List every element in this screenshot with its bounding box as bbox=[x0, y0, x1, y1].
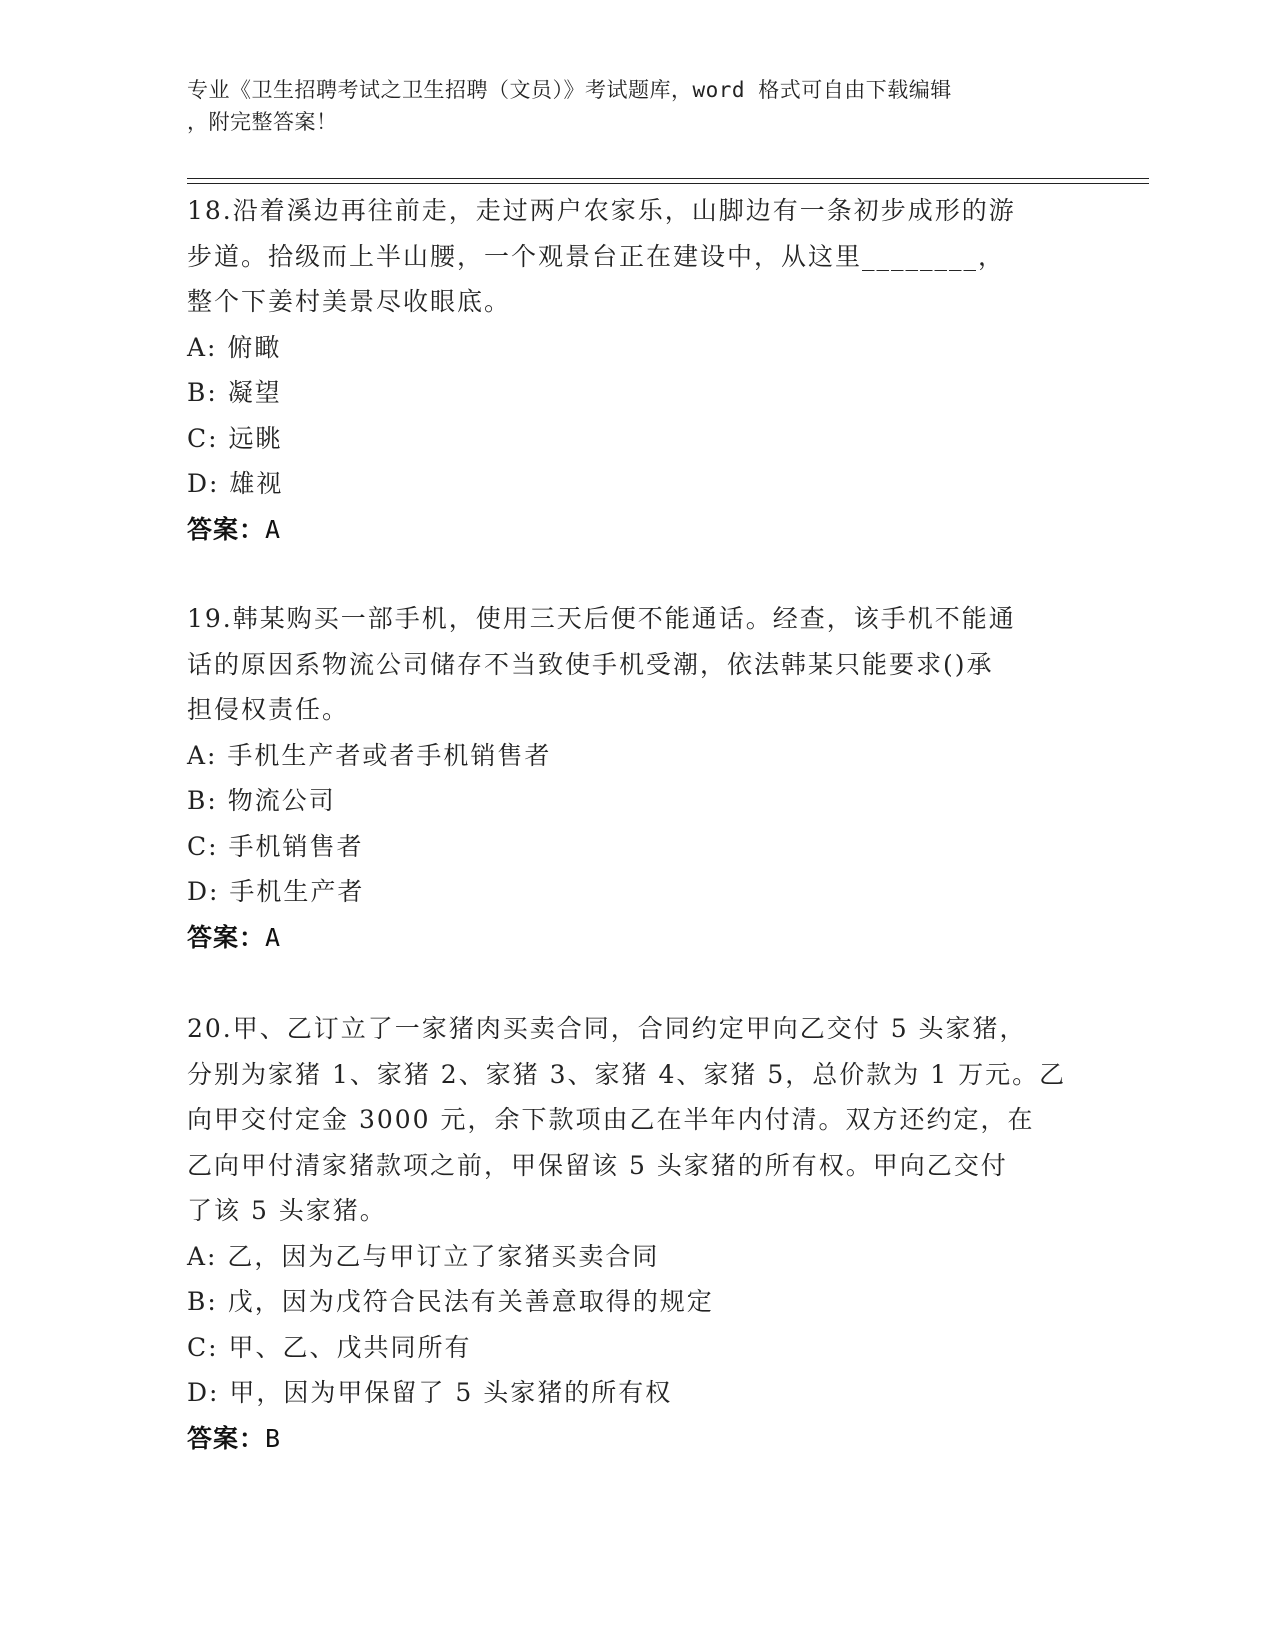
question-stem-line: 20.甲、乙订立了一家猪肉买卖合同，合同约定甲向乙交付 5 头家猪， bbox=[187, 1014, 1027, 1043]
option-c: C: 手机销售者 bbox=[187, 831, 364, 861]
option-b: B: 物流公司 bbox=[187, 786, 336, 815]
question-stem-line: 话的原因系物流公司储存不当致使手机受潮，依法韩某只能要求()承 bbox=[187, 649, 994, 679]
header-line-1: 专业《卫生招聘考试之卫生招聘（文员）》考试题库，word 格式可自由下载编辑 bbox=[187, 78, 952, 102]
question-20 bbox=[187, 1006, 1092, 1461]
answer-label: 答案： bbox=[187, 514, 266, 544]
header-divider-bottom bbox=[187, 183, 1149, 184]
option-a: A: 俯瞰 bbox=[187, 332, 282, 362]
option-b: B: 戊，因为戊符合民法有关善意取得的规定 bbox=[187, 1287, 714, 1316]
header-line-2: ，附完整答案！ bbox=[187, 110, 338, 134]
question-stem-line: 乙向甲付清家猪款项之前，甲保留该 5 头家猪的所有权。甲向乙交付 bbox=[187, 1150, 1008, 1180]
option-c: C: 甲、乙、戊共同所有 bbox=[187, 1332, 472, 1362]
header-divider-top bbox=[187, 178, 1149, 179]
question-stem-line: 向甲交付定金 3000 元，余下款项由乙在半年内付清。双方还约定，在 bbox=[187, 1105, 1035, 1134]
answer-value: B bbox=[265, 1423, 282, 1453]
option-d: D: 甲，因为甲保留了 5 头家猪的所有权 bbox=[187, 1378, 673, 1407]
question-19 bbox=[187, 596, 1092, 960]
question-18 bbox=[187, 188, 1092, 552]
option-a: A: 乙，因为乙与甲订立了家猪买卖合同 bbox=[187, 1241, 660, 1271]
option-c: C: 远眺 bbox=[187, 423, 283, 453]
option-d: D: 雄视 bbox=[187, 469, 284, 498]
document-header bbox=[187, 74, 1067, 138]
question-stem-line: 了该 5 头家猪。 bbox=[187, 1196, 387, 1225]
question-stem-line: 19.韩某购买一部手机，使用三天后便不能通话。经查，该手机不能通 bbox=[187, 604, 1016, 633]
option-a: A: 手机生产者或者手机销售者 bbox=[187, 740, 552, 770]
question-stem-line: 18.沿着溪边再往前走，走过两户农家乐，山脚边有一条初步成形的游 bbox=[187, 196, 1016, 225]
question-stem-line: 整个下姜村美景尽收眼底。 bbox=[187, 287, 512, 316]
answer-label: 答案： bbox=[187, 922, 266, 952]
answer-line bbox=[187, 915, 1092, 961]
option-d: D: 手机生产者 bbox=[187, 877, 365, 906]
answer-label: 答案： bbox=[187, 1423, 266, 1453]
answer-line bbox=[187, 1416, 1092, 1462]
answer-value: A bbox=[265, 514, 282, 544]
option-b: B: 凝望 bbox=[187, 378, 282, 407]
answer-line bbox=[187, 507, 1092, 553]
answer-value: A bbox=[265, 922, 282, 952]
question-stem-line: 步道。拾级而上半山腰，一个观景台正在建设中，从这里________， bbox=[187, 241, 1006, 271]
question-stem-line: 分别为家猪 1、家猪 2、家猪 3、家猪 4、家猪 5，总价款为 1 万元。乙 bbox=[187, 1059, 1067, 1089]
question-stem-line: 担侵权责任。 bbox=[187, 695, 350, 724]
